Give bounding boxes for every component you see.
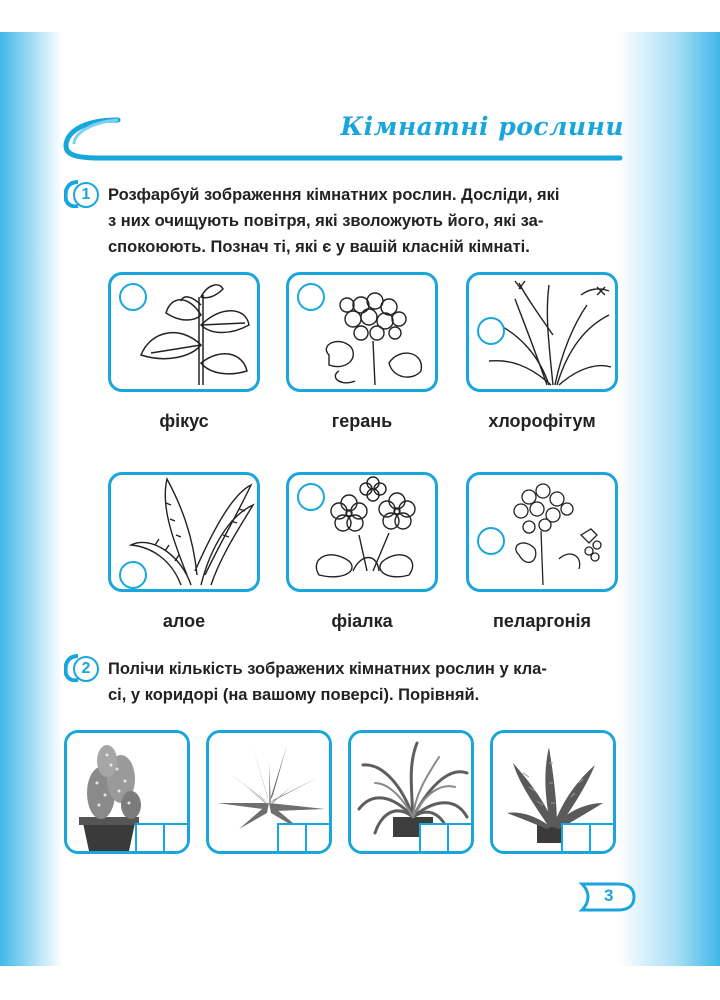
task-2-line: Полічи кількість зображених кімнатних рослин у кла- [108, 660, 547, 678]
photo-card-agave [206, 730, 332, 854]
count-box[interactable] [135, 823, 165, 853]
task-2-number-badge [64, 654, 96, 682]
page-title: Кімнатні рослини [340, 112, 624, 141]
task-1-line: з них очищують повітря, які зволожують його, які за- [108, 212, 544, 230]
count-box[interactable] [163, 823, 190, 853]
task-2-line: сі, у коридорі (на вашому поверсі). Порівняй. [108, 686, 480, 704]
count-box[interactable] [561, 823, 591, 853]
task-1-number: 1 [73, 182, 99, 208]
plant-label: пеларгонія [493, 611, 591, 631]
count-box[interactable] [589, 823, 616, 853]
plant-label: фікус [159, 411, 209, 431]
plant-card-ficus [108, 272, 260, 392]
plant-label: алое [162, 611, 206, 631]
photo-card-tillandsia [348, 730, 474, 854]
plant-label: герань [331, 411, 393, 431]
task-1-text [108, 182, 628, 260]
count-box[interactable] [305, 823, 332, 853]
task-1-line: спокоюють. Познач ті, які є у вашій класній кімнаті. [108, 238, 530, 256]
task-1-number-badge [64, 180, 96, 208]
photo-card-sansevieria [490, 730, 616, 854]
task-2-text [108, 656, 628, 708]
count-box[interactable] [419, 823, 449, 853]
plant-label: фіалка [331, 611, 393, 631]
page-number: 3 [604, 886, 614, 905]
plant-label: хлорофітум [488, 411, 596, 431]
mark-circle[interactable] [297, 283, 325, 311]
plant-card-pelargonium [466, 472, 618, 592]
mark-circle[interactable] [297, 483, 325, 511]
plant-card-geranium [286, 272, 438, 392]
plant-card-aloe [108, 472, 260, 592]
task-2-number: 2 [73, 656, 99, 682]
photo-card-cactus [64, 730, 190, 854]
title-bar [60, 112, 624, 162]
count-box[interactable] [447, 823, 474, 853]
task-1-line: Розфарбуй зображення кімнатних рослин. Досліди, які [108, 186, 560, 204]
mark-circle[interactable] [119, 561, 147, 589]
mark-circle[interactable] [119, 283, 147, 311]
page-number-badge [578, 880, 636, 914]
mark-circle[interactable] [477, 317, 505, 345]
mark-circle[interactable] [477, 527, 505, 555]
plant-card-violet [286, 472, 438, 592]
plant-card-chlorophytum [466, 272, 618, 392]
count-box[interactable] [277, 823, 307, 853]
